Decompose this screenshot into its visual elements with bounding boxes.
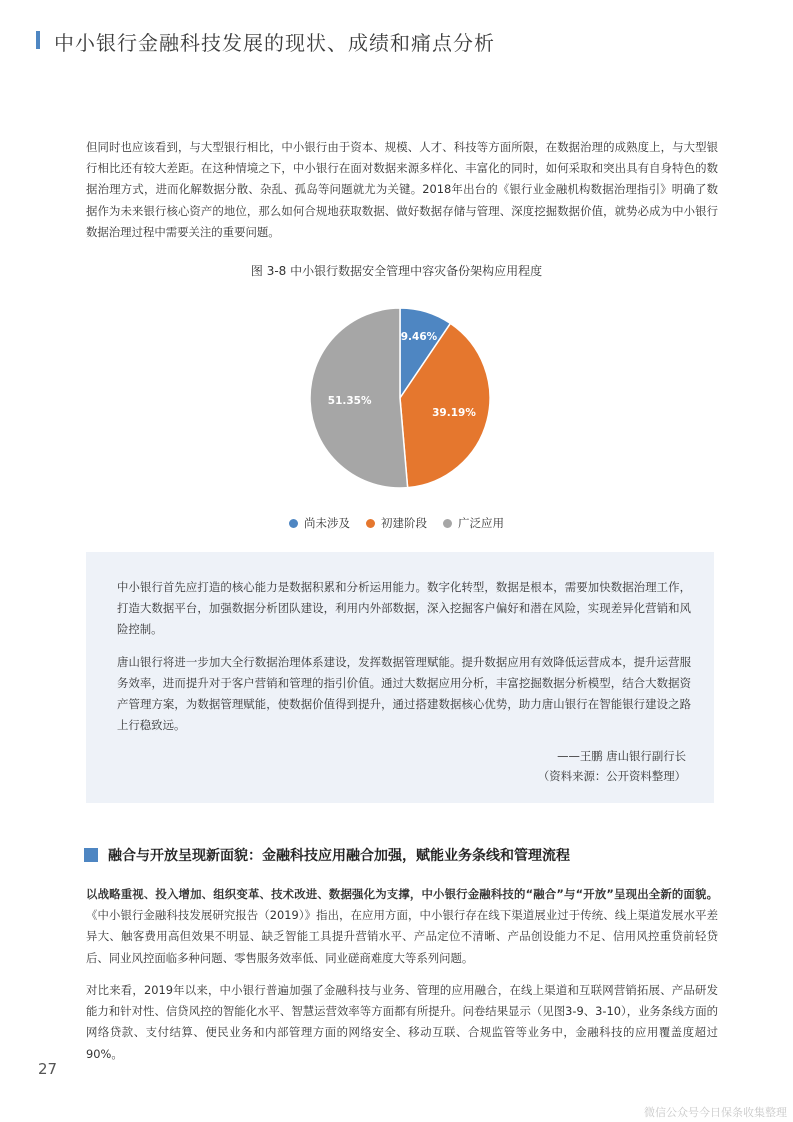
watermark: 微信公众号今日保条收集整理: [644, 1106, 787, 1119]
pie-label-widely-applied: 51.35%: [327, 395, 372, 408]
pie-chart: [300, 300, 500, 496]
legend-dot-widely-applied: [443, 519, 452, 528]
legend-label-not-involved: 尚未涉及: [304, 516, 350, 530]
section-paragraph-1-body: 《中小银行金融科技发展研究报告（2019）》指出，在应用方面，中小银行存在线下渠道展业过于传统、线上渠道发展水平差异大、触客费用高但效果不明显、缺乏智能工具提升营销水平、产品定位不清晰、产品创设能力不足、信用风控重贷前轻贷后、同业风控面临多种问题、零售服务效率低、同业磋商难度大等系列问题。: [86, 908, 718, 965]
quote-paragraph-2: 唐山银行将进一步加大全行数据治理体系建设，发挥数据管理赋能。提升数据应用有效降低运营成本，提升运营服务效率，进而提升对于客户营销和管理的指引价值。通过大数据应用分析，丰富挖掘数据分析模型，结合大数据资产管理方案，为数据管理赋能，使数据价值得到提升，通过搭建数据核心优势，助力唐山银行在智能银行建设之路上行稳致远。: [117, 655, 691, 732]
chart-legend: [0, 515, 793, 531]
section-paragraph-1: [86, 884, 718, 969]
quote-box: [86, 552, 714, 803]
legend-label-widely-applied: 广泛应用: [458, 516, 504, 530]
quote-paragraph-1: 中小银行首先应打造的核心能力是数据积累和分析运用能力。数字化转型，数据是根本，需要加快数据治理工作，打造大数据平台，加强数据分析团队建设，利用内外部数据，深入挖掘客户偏好和潜在风险，实现差异化营销和风险控制。: [117, 580, 691, 636]
legend-item-not-involved: [289, 515, 350, 531]
legend-dot-initial-stage: [366, 519, 375, 528]
section-paragraph-2: 对比来看，2019年以来，中小银行普遍加强了金融科技与业务、管理的应用融合，在线上渠道和互联网营销拓展、产品研发能力和针对性、信贷风控的智能化水平、智慧运营效率等方面都有所提升。问卷结果显示（见图3-9、3-10），业务条线方面的网络贷款、支付结算、便民业务和内部管理方面的网络安全、移动互联、合规监管等业务中，金融科技的应用覆盖度超过90%。: [86, 983, 718, 1061]
figure-title: 图 3-8 中小银行数据安全管理中容灾备份架构应用程度: [250, 264, 543, 278]
legend-item-initial-stage: [366, 515, 427, 531]
quote-author: ——王鹏 唐山银行副行长: [557, 749, 686, 763]
legend-dot-not-involved: [289, 519, 298, 528]
pie-label-initial-stage: 39.19%: [432, 407, 476, 420]
section-marker: [84, 848, 98, 862]
page-header-title: 中小银行金融科技发展的现状、成绩和痛点分析: [54, 31, 495, 55]
page-number: 27: [38, 1060, 58, 1078]
intro-paragraph: 但同时也应该看到，与大型银行相比，中小银行由于资本、规模、人才、科技等方面所限，在数据治理的成熟度上，与大型银行相比还有较大差距。在这种情境之下，中小银行在面对数据来源多样化、丰富化的同时，如何采取和突出具有自身特色的数据治理方式，进而化解数据分散、杂乱、孤岛等问题就尤为关键。2018年出台的《银行业金融机构数据治理指引》明确了数据作为未来银行核心资产的地位，那么如何合规地获取数据、做好数据存储与管理、深度挖掘数据价值，就势必成为中小银行数据治理过程中需要关注的重要问题。: [86, 140, 718, 239]
legend-label-initial-stage: 初建阶段: [381, 516, 427, 530]
section-title: 融合与开放呈现新面貌：金融科技应用融合加强，赋能业务条线和管理流程: [108, 848, 570, 864]
quote-source: （资料来源：公开资料整理）: [537, 769, 686, 783]
section-paragraph-1-lead: 以战略重视、投入增加、组织变革、技术改进、数据强化为支撑，中小银行金融科技的“融合”与“开放”呈现出全新的面貌。: [86, 887, 718, 901]
legend-item-widely-applied: [443, 515, 504, 531]
pie-label-not-involved: 9.46%: [400, 331, 438, 344]
header-accent-bar: [36, 31, 40, 49]
